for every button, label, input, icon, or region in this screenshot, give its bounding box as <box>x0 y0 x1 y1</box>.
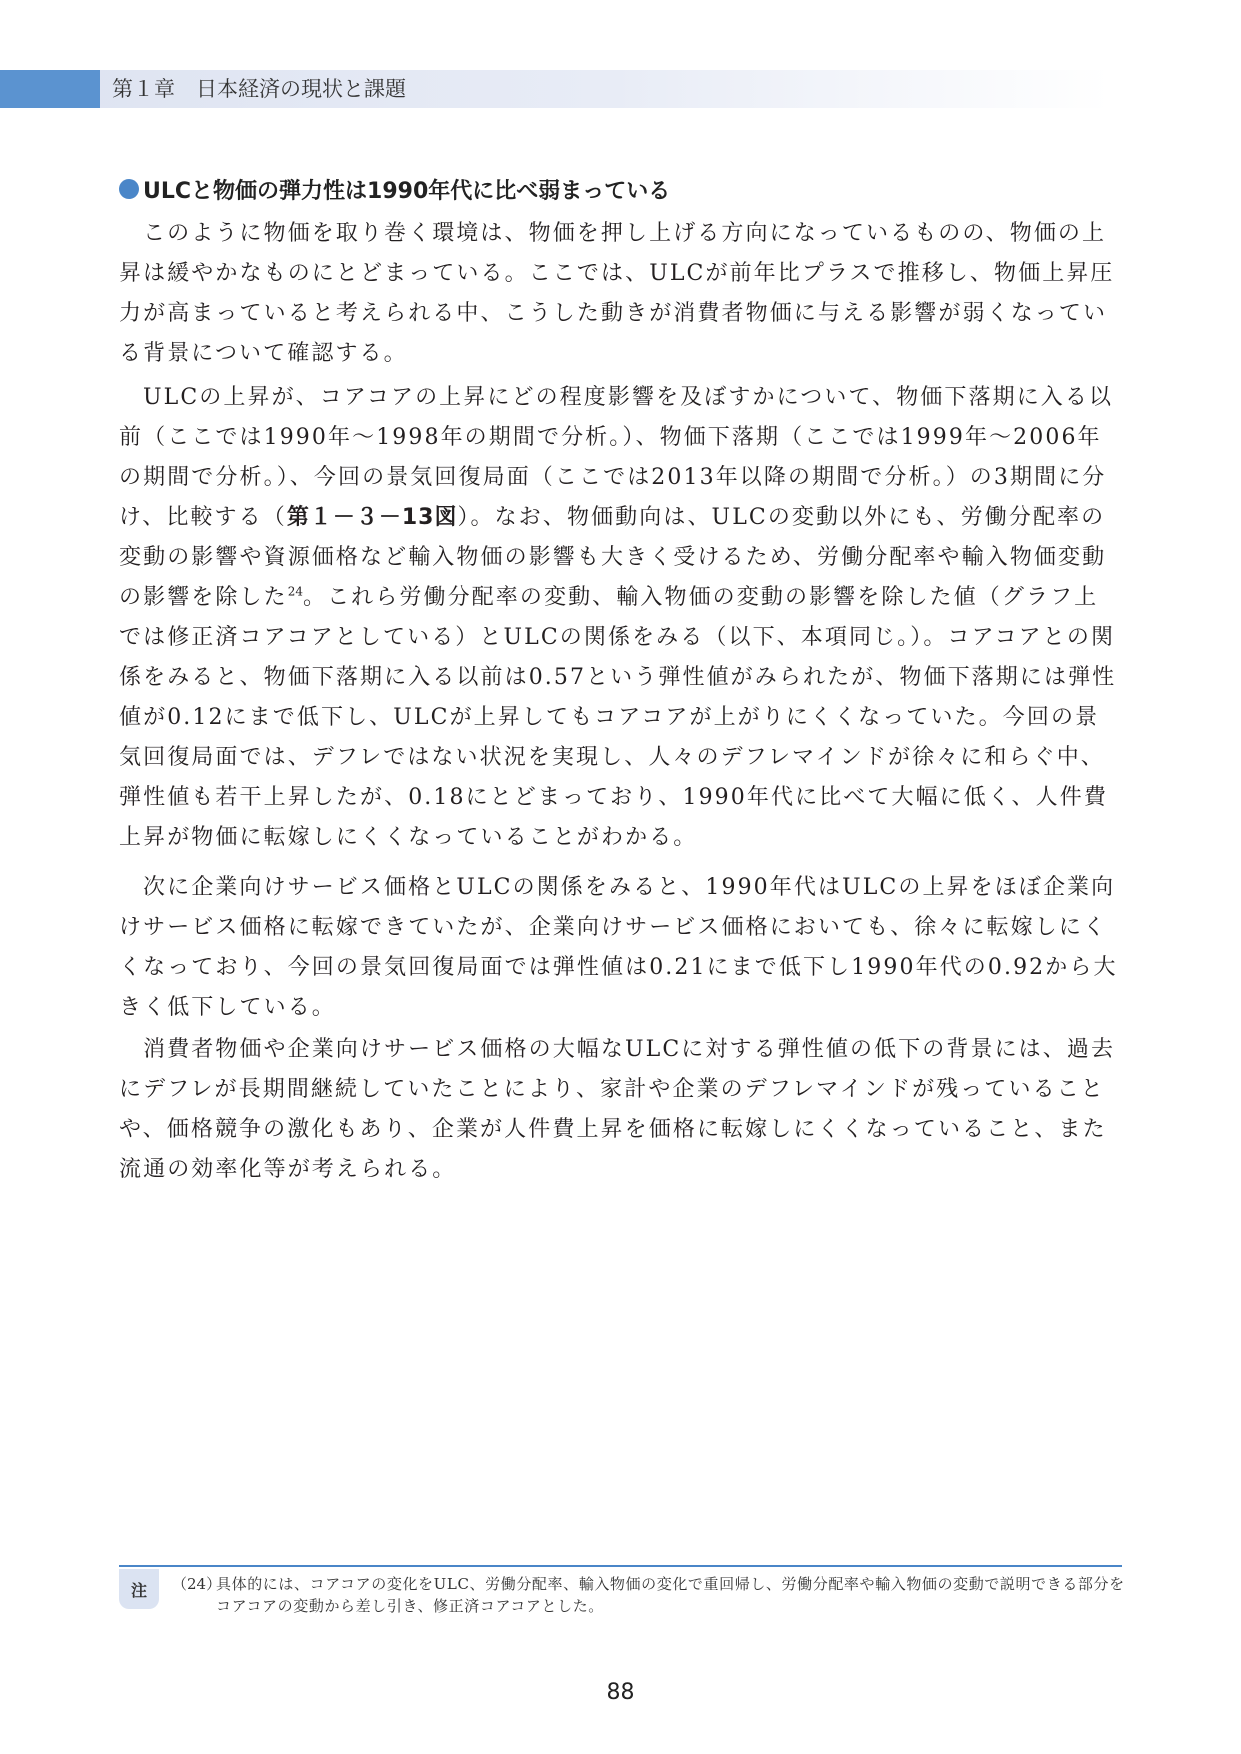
paragraph-2-text-c: 。これら労働分配率の変動、輸入物価の変動の影響を除した値（グラフ上では修正済コアコアとしている）とULCの関係をみる（以下、本項同じ。）。コアコアとの関係をみると、物価下落期に入る以前は0.57という弾性値がみられたが、物価下落期には弾性値が0.12にまで低下し、ULCが上昇してもコアコアが上がりにくくなっていた。今回の景気回復局面では、デフレではない状況を実現し、人々のデフレマインドが徐々に和らぐ中、弾性値も若干上昇したが、0.18にとどまっており、1990年代に比べて大幅に低く、人件費上昇が物価に転嫁しにくくなっていることがわかる。 <box>119 585 1117 850</box>
paragraph-1: このように物価を取り巻く環境は、物価を押し上げる方向になっているものの、物価の上昇は緩やかなものにとどまっている。ここでは、ULCが前年比プラスで推移し、物価上昇圧力が高まっていると考えられる中、こうした動きが消費者物価に与える影響が弱くなっている背景について確認する。 <box>119 221 1115 366</box>
footnote-number: （24） <box>172 1575 222 1593</box>
footnote-divider <box>119 1565 1122 1567</box>
page-number: 88 <box>606 1680 635 1705</box>
paragraph-2-text-a: ULCの上昇が、コアコアの上昇にどの程度影響を及ぼすかについて、物価下落期に入る以前（ここでは1990年～1998年の期間で分析。）、物価下落期（ここでは1999年～2006年の期間で分析。）、今回の景気回復局面（ここでは2013年以降の期間で分析。）の3期間に分け、比較する（ <box>119 385 1114 530</box>
paragraph-2-text-b: ）。なお、物価動向は、ULCの変動以外にも、労働分配率の変動の影響や資源価格など輸入物価の影響も大きく受けるため、労働分配率や輸入物価変動の影響を除した <box>119 505 1107 610</box>
chapter-header-tab <box>0 70 100 108</box>
paragraph-3: 次に企業向けサービス価格とULCの関係をみると、1990年代はULCの上昇をほぼ企業向けサービス価格に転嫁できていたが、企業向けサービス価格においても、徐々に転嫁しにくくなっており、今回の景気回復局面では弾性値は0.21にまで低下し1990年代の0.92から大きく低下している。 <box>119 875 1118 1020</box>
footnote-text: 具体的には、コアコアの変化をULC、労働分配率、輸入物価の変化で重回帰し、労働分配率や輸入物価の変動で説明できる部分をコアコアの変動から差し引き、修正済コアコアとした。 <box>216 1575 1125 1615</box>
paragraph-2 <box>119 378 1119 858</box>
footnote-marker[interactable]: 24 <box>287 584 303 599</box>
chapter-title: 第１章 日本経済の現状と課題 <box>112 77 406 101</box>
section-heading <box>119 172 670 206</box>
paragraph-4: 消費者物価や企業向けサービス価格の大幅なULCに対する弾性値の低下の背景には、過去にデフレが長期間継続していたことにより、家計や企業のデフレマインドが残っていることや、価格競争の激化もあり、企業が人件費上昇を価格に転嫁しにくくなっていること、また流通の効率化等が考えられる。 <box>119 1037 1116 1182</box>
bullet-circle-icon <box>119 179 139 199</box>
section-heading-text: ULCと物価の弾力性は1990年代に比べ弱まっている <box>143 178 671 204</box>
footnote-badge: 注 <box>119 1569 159 1609</box>
figure-reference-link[interactable]: 第１－３－13図 <box>286 505 458 530</box>
